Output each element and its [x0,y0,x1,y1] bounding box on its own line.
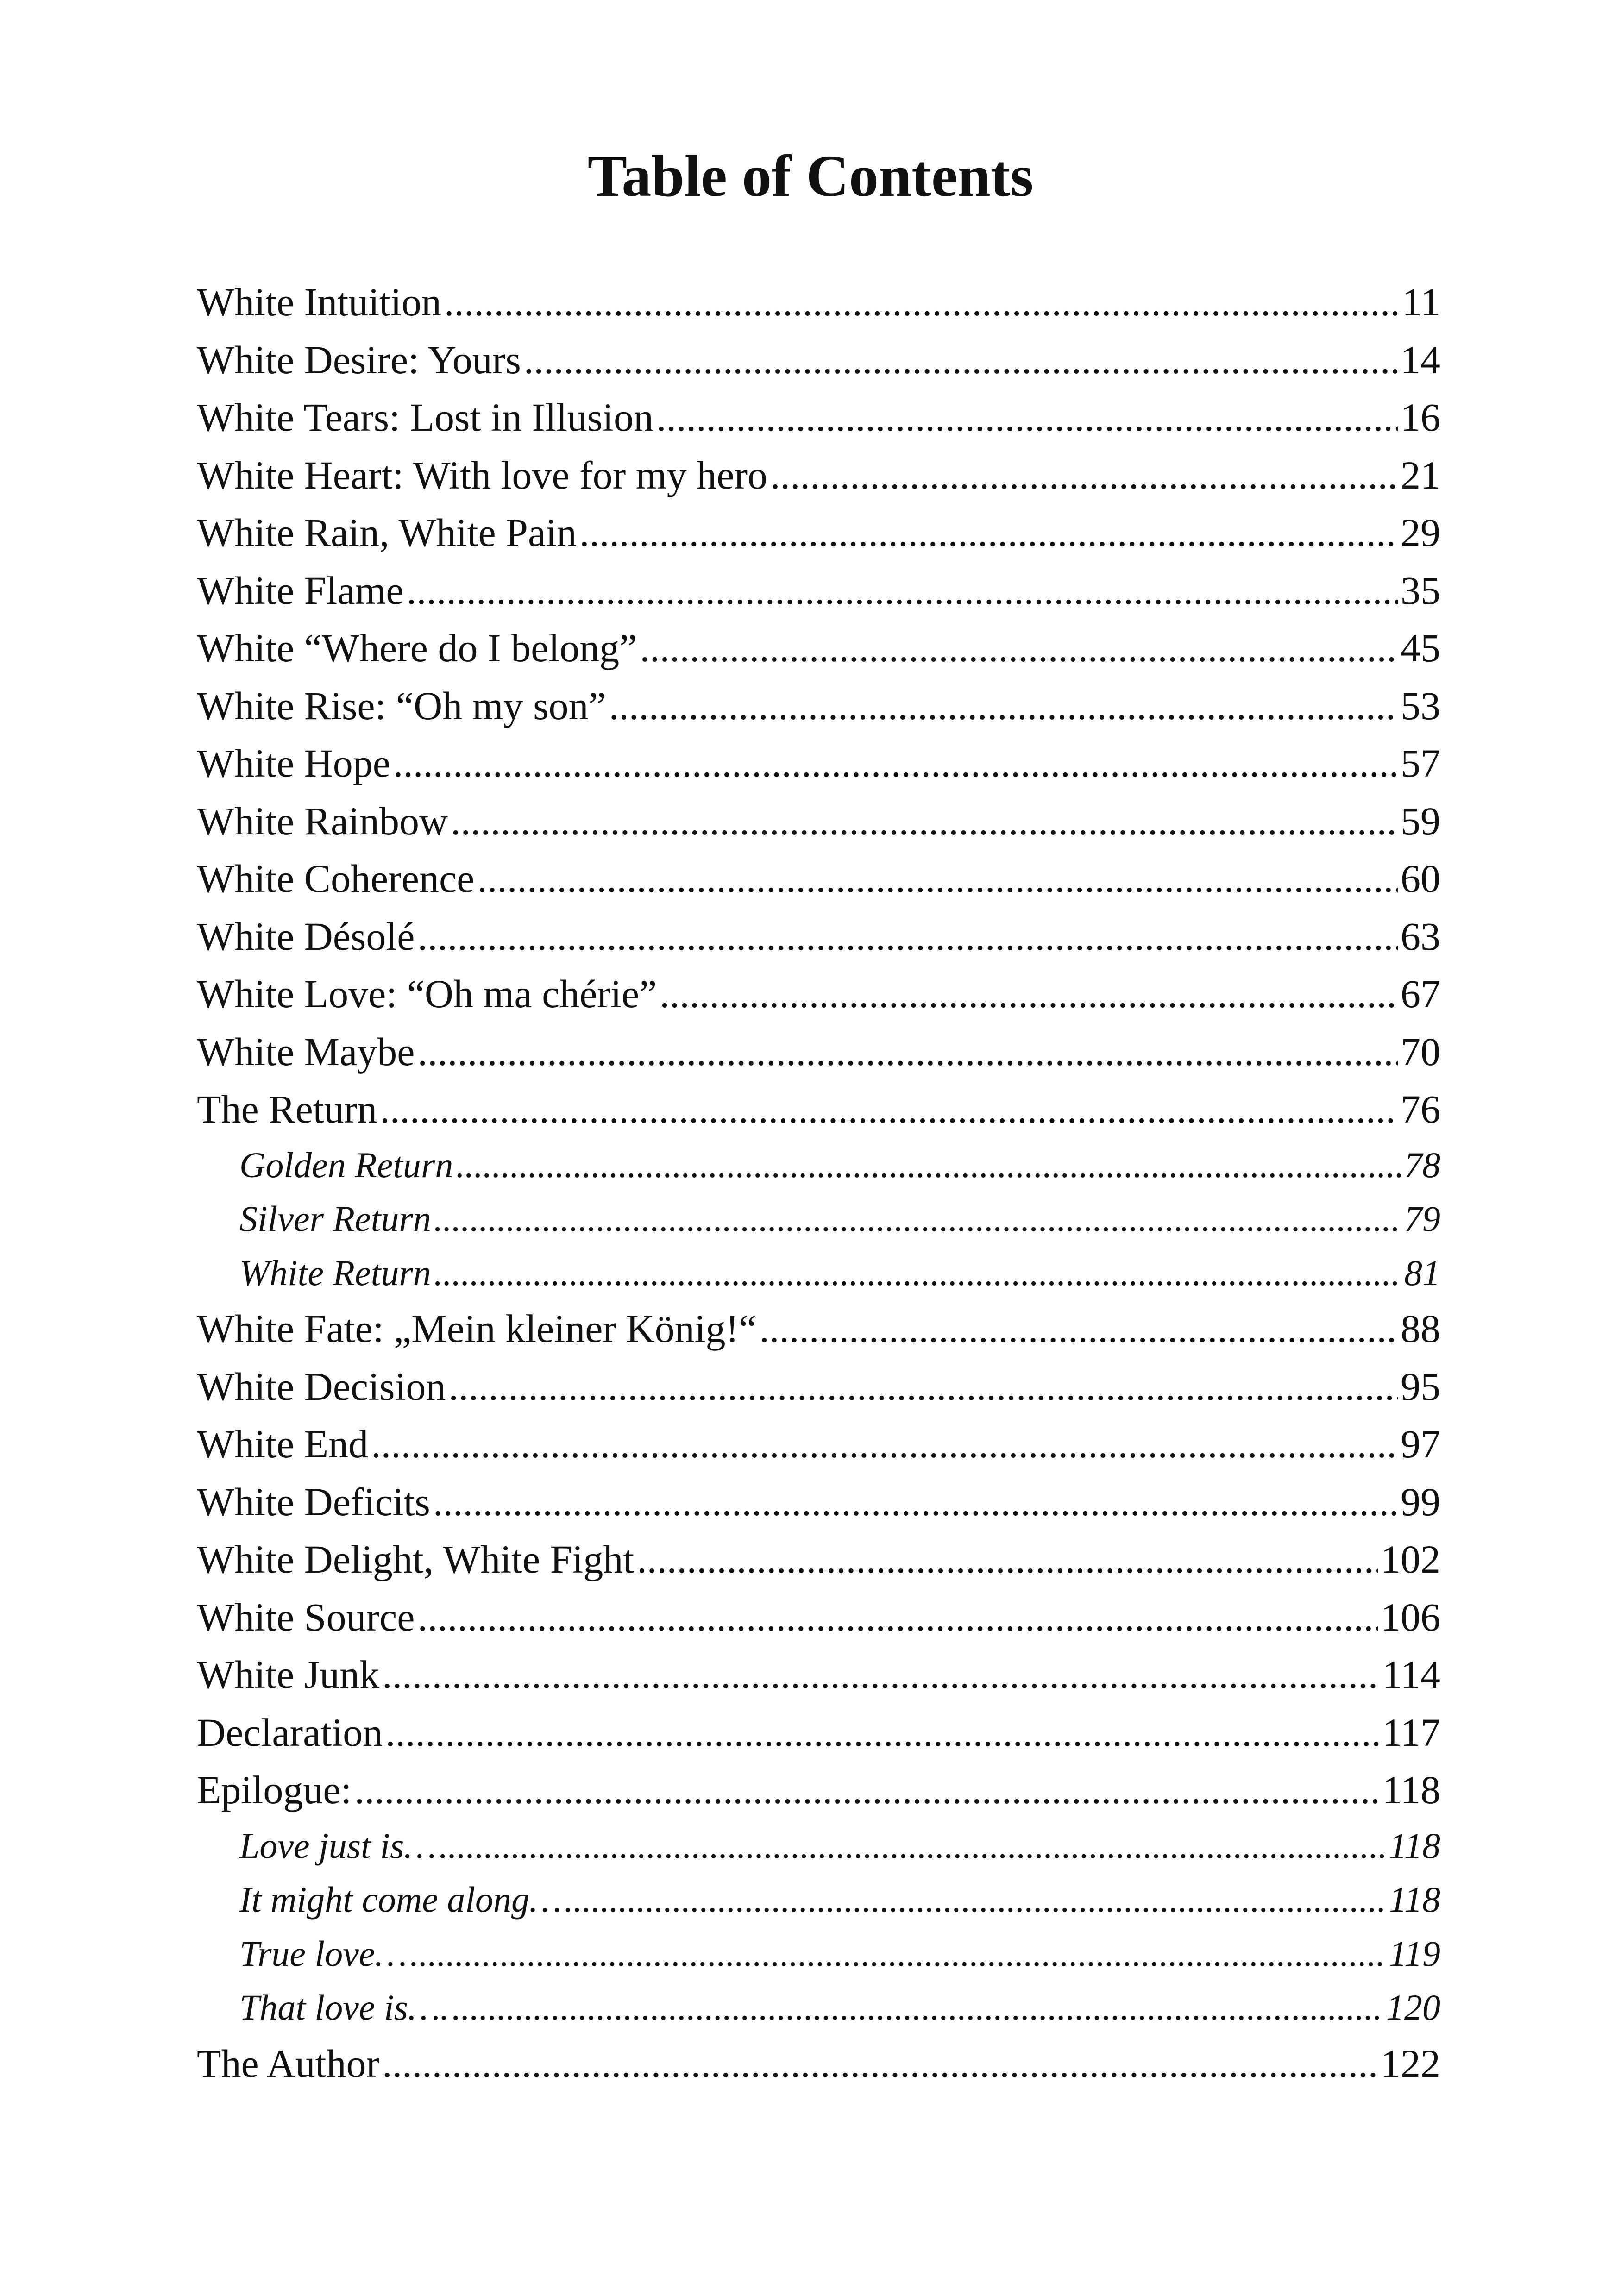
toc-entry-label: That love is…. [239,1987,449,2027]
toc-entry[interactable] [197,389,1440,446]
toc-entry-page-number: 120 [1386,1987,1440,2027]
toc-entry-page-number: 99 [1401,1479,1440,1524]
dot-leader [579,504,1398,562]
toc-entry[interactable] [197,1080,1440,1138]
dot-leader [354,1761,1379,1819]
toc-entry[interactable] [197,562,1440,620]
toc-entry-label: White Delight, White Fight [197,1537,635,1581]
dot-leader [385,1704,1379,1762]
dot-leader [451,792,1398,850]
toc-entry-label: White Intuition [197,280,441,324]
toc-entry-label: Golden Return [239,1144,453,1185]
toc-entry-label: White Rise: “Oh my son” [197,683,606,728]
dot-leader [417,908,1398,966]
dot-leader [477,850,1398,908]
toc-entry-label: White Maybe [197,1029,415,1074]
toc-entry[interactable] [197,273,1440,331]
toc-entry-label: White Hope [197,741,390,785]
dot-leader [444,273,1399,331]
dot-leader [439,1819,1386,1873]
toc-entry-label: White Coherence [197,856,475,901]
toc-entry[interactable] [197,1646,1440,1704]
toc-entry-page-number: 118 [1382,1768,1440,1812]
dot-leader [380,1080,1398,1138]
toc-entry-label: White Deficits [197,1479,430,1524]
toc-entry[interactable] [197,792,1440,850]
toc-subentry[interactable] [197,1192,1440,1246]
toc-entry-page-number: 53 [1401,683,1440,728]
toc-entry-page-number: 59 [1401,798,1440,843]
toc-subentry[interactable] [197,1138,1440,1192]
toc-entry-label: White Decision [197,1364,446,1409]
toc-entry-label: White Désolé [197,914,415,959]
toc-entry-page-number: 63 [1401,914,1440,959]
toc-entry-page-number: 70 [1401,1029,1440,1074]
toc-entry-label: White “Where do I belong” [197,626,637,670]
toc-entry-label: White Rain, White Pain [197,510,577,555]
dot-leader [410,1927,1386,1981]
toc-entry-label: White Fate: „Mein kleiner König!“ [197,1306,757,1351]
toc-entry-page-number: 81 [1404,1252,1440,1293]
toc-entry-label: White Love: “Oh ma chérie” [197,972,657,1016]
toc-entry-page-number: 114 [1382,1652,1440,1697]
toc-entry-label: White Junk [197,1652,380,1697]
page-title: Table of Contents [587,143,1034,209]
toc-entry[interactable] [197,850,1440,908]
toc-entry-page-number: 57 [1401,741,1440,785]
toc-entry-label: Epilogue: [197,1768,352,1812]
dot-leader [417,1023,1398,1081]
toc-entry-page-number: 45 [1401,626,1440,670]
toc-entry[interactable] [197,1358,1440,1416]
dot-leader [417,1588,1378,1646]
dot-leader [660,965,1398,1023]
toc-entry-label: White Flame [197,568,404,613]
toc-entry-label: Declaration [197,1710,383,1755]
toc-entry[interactable] [197,1415,1440,1473]
toc-entry-label: White Tears: Lost in Illusion [197,395,654,439]
dot-leader [434,1192,1401,1246]
toc-entry[interactable] [197,504,1440,562]
toc-entry-page-number: 106 [1381,1594,1440,1639]
toc-entry-page-number: 88 [1401,1306,1440,1351]
dot-leader [637,1531,1378,1588]
toc-subentry[interactable] [197,1246,1440,1300]
toc-entry-page-number: 21 [1401,452,1440,497]
dot-leader [407,562,1398,620]
toc-entry[interactable] [197,331,1440,389]
toc-entry-page-number: 117 [1382,1710,1440,1755]
toc-entry[interactable] [197,1761,1440,1819]
toc-entry-label: White Source [197,1594,415,1639]
toc-entry[interactable] [197,1588,1440,1646]
toc-entry[interactable] [197,965,1440,1023]
toc-entry-label: White End [197,1422,369,1466]
dot-leader [371,1415,1398,1473]
toc-entry-label: White Rainbow [197,798,448,843]
toc-entry[interactable] [197,619,1440,677]
toc-subentry[interactable] [197,1819,1440,1873]
toc-entry-page-number: 97 [1401,1422,1440,1466]
toc-entry-page-number: 102 [1381,1537,1440,1581]
toc-entry-page-number: 29 [1401,510,1440,555]
toc-entry-page-number: 11 [1402,280,1440,324]
toc-entry-page-number: 16 [1401,395,1440,439]
dot-leader [609,677,1398,735]
toc-subentry[interactable] [197,1873,1440,1927]
toc-entry-label: It might come along… [239,1879,562,1920]
dot-leader [382,2035,1378,2093]
toc-subentry[interactable] [197,1981,1440,2035]
dot-leader [656,389,1398,446]
toc-entry[interactable] [197,1023,1440,1081]
dot-leader [524,331,1398,389]
dot-leader [433,1473,1398,1531]
toc-entry-label: White Return [239,1252,431,1293]
dot-leader [640,619,1398,677]
toc-entry-page-number: 78 [1404,1144,1440,1185]
toc-entry[interactable] [197,1531,1440,1588]
toc-entry-label: True love… [239,1933,407,1974]
dot-leader [434,1246,1401,1300]
dot-leader [564,1873,1386,1927]
toc-entry-label: The Author [197,2041,380,2086]
toc-entry[interactable] [197,1473,1440,1531]
toc-entry-page-number: 119 [1389,1933,1440,1974]
toc-entry-page-number: 118 [1389,1879,1440,1920]
toc-entry-page-number: 118 [1389,1825,1440,1866]
toc-entry[interactable] [197,734,1440,792]
toc-entry-label: White Desire: Yours [197,337,521,382]
toc-list [197,273,1440,2092]
toc-entry-label: The Return [197,1087,377,1131]
toc-entry[interactable] [197,1300,1440,1358]
toc-entry-page-number: 76 [1401,1087,1440,1131]
toc-entry-label: Silver Return [239,1198,431,1239]
toc-entry-page-number: 95 [1401,1364,1440,1409]
dot-leader [770,446,1398,504]
toc-entry-label: Love just is… [239,1825,436,1866]
toc-entry[interactable] [197,677,1440,735]
toc-entry-page-number: 60 [1401,856,1440,901]
toc-subentry[interactable] [197,1927,1440,1981]
toc-entry-page-number: 14 [1401,337,1440,382]
dot-leader [393,734,1398,792]
toc-entry[interactable] [197,446,1440,504]
toc-entry-page-number: 35 [1401,568,1440,613]
dot-leader [452,1981,1383,2035]
dot-leader [456,1138,1401,1192]
toc-entry-page-number: 79 [1404,1198,1440,1239]
dot-leader [382,1646,1379,1704]
toc-entry-page-number: 122 [1381,2041,1440,2086]
toc-entry[interactable] [197,1704,1440,1762]
toc-entry[interactable] [197,2035,1440,2093]
dot-leader [759,1300,1398,1358]
toc-entry-label: White Heart: With love for my hero [197,452,768,497]
toc-entry[interactable] [197,908,1440,966]
toc-entry-page-number: 67 [1401,972,1440,1016]
dot-leader [448,1358,1398,1416]
